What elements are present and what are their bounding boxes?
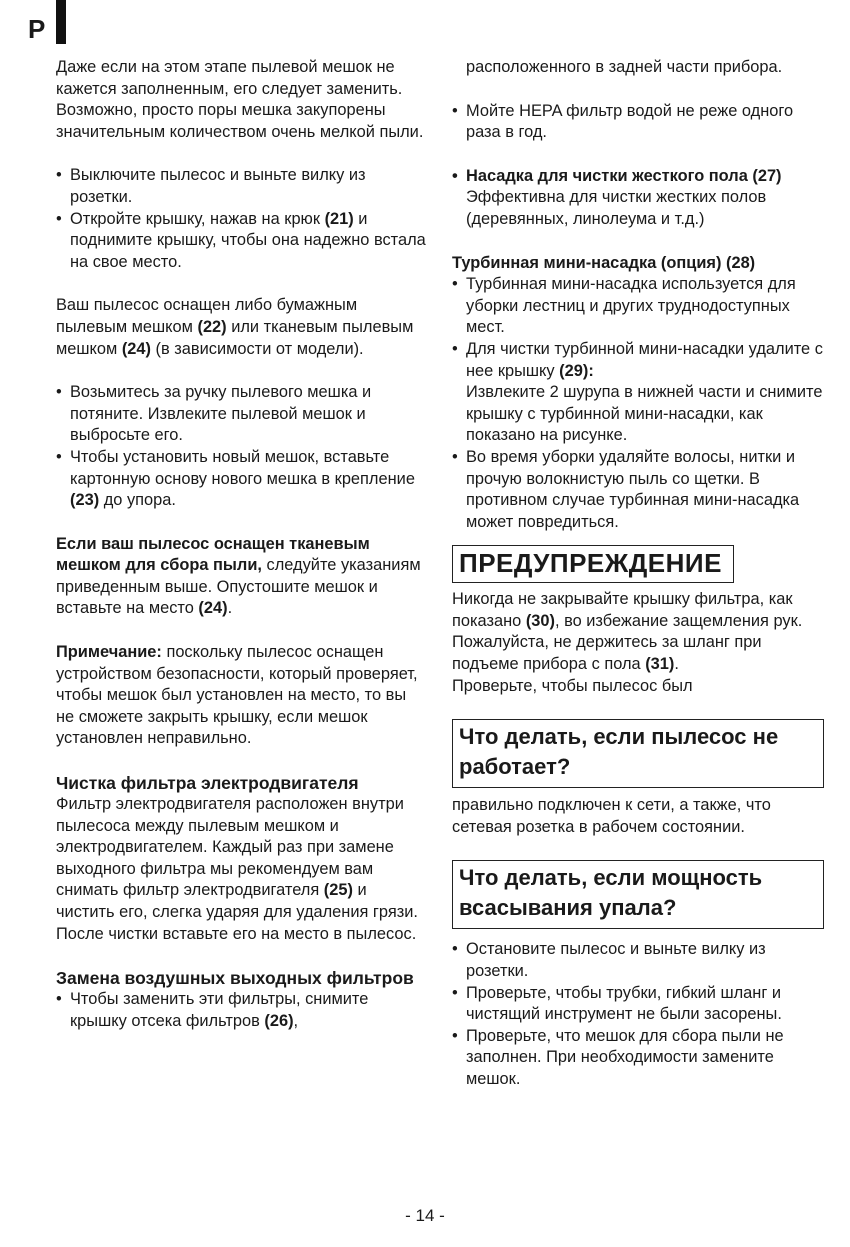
left-column xyxy=(56,57,426,1032)
cloth-bag-paragraph: Если ваш пылесос оснащен тканевым мешком для сбора пыли, следуйте указаниям приведенным выше. Опустошите мешок и вставьте на место (24). xyxy=(56,534,421,618)
list-item: • Чтобы установить новый мешок, вставьте картонную основу нового мешка в крепление (23) до упора. xyxy=(56,447,415,510)
bullet-icon: • xyxy=(56,209,62,228)
exhaust-filter-heading: Замена воздушных выходных фильтров xyxy=(56,968,414,989)
list-item: • Мойте HEPA фильтр водой не реже одного раза в год. xyxy=(452,101,794,142)
bullet-icon: • xyxy=(56,990,62,1009)
motor-filter-paragraph: Фильтр электродвигателя расположен внутри пылесоса между пылевым мешком и электродвигателем. Каждый раз при замене выходного фильтра мы рекомендуем вам снимать фильтр электродвигателя (25) и чистить его, слегка ударяя для удаления грязи. После чистки вставьте его на место в пылесос. xyxy=(56,795,418,943)
not-working-heading: Что делать, если пылесос не работает? xyxy=(452,719,824,788)
list-item: • Проверьте, чтобы трубки, гибкий шланг и чистящий инструмент не были засорены. xyxy=(452,983,782,1024)
bullet-icon: • xyxy=(452,101,458,120)
list-item: • Турбинная мини-насадка используется для уборки лестниц и других труднодоступных мест. xyxy=(452,275,796,337)
motor-filter-heading: Чистка фильтра электродвигателя xyxy=(56,773,359,794)
list-item: • Во время уборки удаляйте волосы, нитки и прочую волокнистую пыль со щетки. В противном случае турбинная мини-насадка может повредиться. xyxy=(452,447,800,531)
warning-heading: ПРЕДУПРЕЖДЕНИЕ xyxy=(452,545,734,583)
bullet-icon: • xyxy=(452,339,458,358)
language-mark: P xyxy=(28,14,46,44)
bullet-icon: • xyxy=(452,275,458,294)
list-item: • Чтобы заменить эти фильтры, снимите крышку отсека фильтров (26), xyxy=(56,990,369,1030)
right-column xyxy=(452,57,824,1091)
hard-floor-heading: • Насадка для чистки жесткого пола (27) xyxy=(452,166,824,188)
bullet-icon: • xyxy=(56,447,62,466)
turbo-brush-heading: Турбинная мини-насадка (опция) (28) xyxy=(452,253,756,272)
bullet-icon: • xyxy=(452,447,458,466)
list-item: • Остановите пылесос и выньте вилку из розетки. xyxy=(452,940,766,981)
list-item: • Проверьте, что мешок для сбора пыли не заполнен. При необходимости замените мешок. xyxy=(452,1026,784,1088)
list-item: • Откройте крышку, нажав на крюк (21) и поднимите крышку, чтобы она надежно встала на свое место. xyxy=(56,209,426,271)
list-item: • Возьмитесь за ручку пылевого мешка и потяните. Извлеките пылевой мешок и выбросьте его. xyxy=(56,383,372,445)
header-bar xyxy=(56,0,66,44)
bullet-icon: • xyxy=(452,166,458,185)
bullet-icon: • xyxy=(56,166,62,185)
low-suction-heading: Что делать, если мощность всасывания упала? xyxy=(452,860,824,929)
bullet-icon: • xyxy=(452,940,458,959)
continuation-text: расположенного в задней части прибора. xyxy=(466,58,783,76)
note-paragraph: Примечание: поскольку пылесос оснащен устройством безопасности, который проверяет, чтобы мешок был установлен на место, то вы не сможете закрыть крышку, если мешок установлен неправильно. xyxy=(56,643,418,748)
warning-paragraph: Никогда не закрывайте крышку фильтра, как показано (30), во избежание защемления рук. Пожалуйста, не держитесь за шланг при подъеме прибора с пола (31). Проверьте, чтобы пылесос был xyxy=(452,590,803,695)
intro-paragraph: Даже если на этом этапе пылевой мешок не кажется заполненным, его следует заменить. Возможно, просто поры мешка закупорены значительным количеством очень мелкой пыли. xyxy=(56,58,424,141)
bullet-icon: • xyxy=(56,383,62,402)
bag-type-paragraph: Ваш пылесос оснащен либо бумажным пылевым мешком (22) или тканевым пылевым мешком (24) (в зависимости от модели). xyxy=(56,296,414,358)
bullet-icon: • xyxy=(452,983,458,1002)
not-working-paragraph: правильно подключен к сети, а также, что сетевая розетка в рабочем состоянии. xyxy=(452,796,771,836)
hard-floor-text: Эффективна для чистки жестких полов (деревянных, линолеума и т.д.) xyxy=(466,188,767,228)
list-item: • Выключите пылесос и выньте вилку из розетки. xyxy=(56,166,366,206)
page-number: - 14 - xyxy=(405,1206,445,1225)
list-item: • Для чистки турбинной мини-насадки удалите с нее крышку (29): Извлеките 2 шурупа в нижней части и снимите крышку с турбинной мини-насадки, как показано на рисунке. xyxy=(452,339,823,445)
bullet-icon: • xyxy=(452,1026,458,1045)
